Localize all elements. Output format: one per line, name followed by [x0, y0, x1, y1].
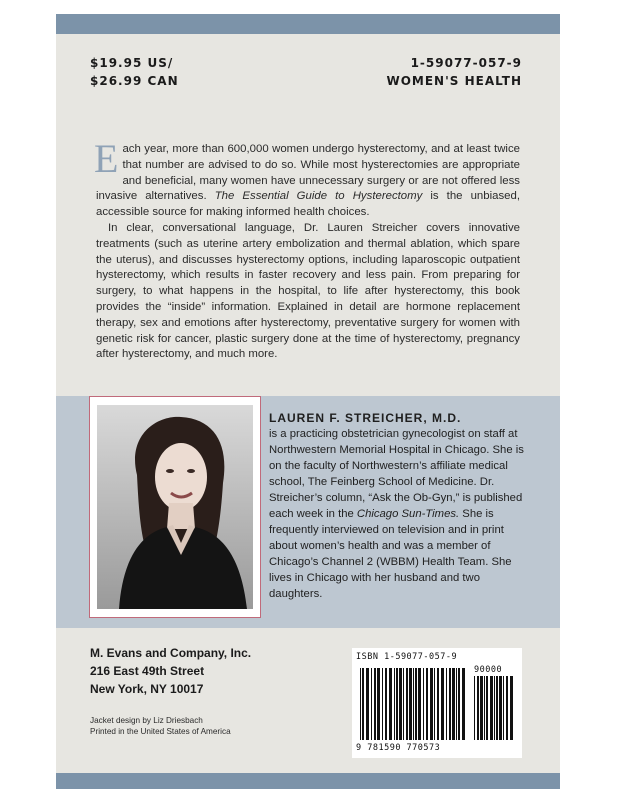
price-us: $19.95 US/ [90, 56, 174, 70]
top-color-band [56, 14, 560, 34]
author-bio-text: is a practicing obstetrician gynecologist on staff at Northwestern Memorial Hospital in Chicago. She is on the faculty of Northwestern’s affiliate medical school, The Feinberg School of Medicine. Dr. Streicher’s column, “Ask the Ob-Gyn,” is published each week in the Chicago Sun-Times. She is frequently interviewed on television and in print about women’s health and was a member of Chicago’s Channel 2 (WBBM) Health Team. She lives in Chicago with her husband and two daughters. [269, 428, 524, 600]
drop-cap: E [94, 136, 119, 181]
publisher-address-line1: 216 East 49th Street [90, 664, 205, 678]
author-photo-frame [89, 396, 261, 618]
publisher-block [90, 644, 251, 698]
price-block [90, 54, 179, 90]
barcode-digits: 9 781590 770573 [356, 743, 441, 753]
barcode-price-code: 90000 [474, 665, 503, 675]
publisher-name: M. Evans and Company, Inc. [90, 646, 252, 660]
barcode-image [356, 664, 518, 742]
bottom-color-band [56, 773, 560, 789]
author-photo [97, 405, 253, 609]
publisher-address-line2: New York, NY 10017 [90, 682, 204, 696]
author-name: LAUREN F. STREICHER, M.D. [269, 411, 462, 425]
credits-block [90, 715, 231, 737]
category-label: WOMEN'S HEALTH [386, 74, 522, 88]
printed-in-credit: Printed in the United States of America [90, 727, 231, 736]
author-bio [269, 410, 529, 602]
price-can: $26.99 CAN [90, 74, 179, 88]
book-back-cover [56, 14, 560, 789]
book-info-block [386, 54, 522, 90]
book-description [94, 136, 520, 363]
description-paragraph-1: Each year, more than 600,000 women undergo hysterectomy, and at least twice that number are advised to do so. While most hysterectomies are appropriate and beneficial, many women have unnecessary surgery or are not offered less invasive alternatives. The Essential Guide to Hysterectomy is the unbiased, accessible source for making informed health choices. [94, 136, 520, 219]
barcode-isbn-label: ISBN 1-59077-057-9 [356, 652, 458, 662]
barcode-panel [352, 648, 522, 758]
author-section [56, 396, 560, 628]
description-paragraph-2: In clear, conversational language, Dr. Lauren Streicher covers innovative treatments (such as uterine artery embolization and thermal ablation, which spare the uterus), and discusses hysterectomy options, including laparoscopic outpatient hysterectomy, which results in faster recovery and less pain. From preparing for surgery, to what happens in the hospital, to life after hysterectomy, this book provides the “inside” information. Explained in detail are hormone replacement therapy, sex and emotions after hysterectomy, preventative surgery for women with genetic risk for cancer, plastic surgery done at the time of hysterectomy, pregnancy after hysterectomy, and much more. [96, 221, 520, 361]
newspaper-title: Chicago Sun-Times. [356, 508, 460, 520]
isbn-number: 1-59077-057-9 [410, 56, 522, 70]
jacket-design-credit: Jacket design by Liz Driesbach [90, 716, 203, 725]
book-title-italic: The Essential Guide to Hysterectomy [214, 190, 423, 203]
